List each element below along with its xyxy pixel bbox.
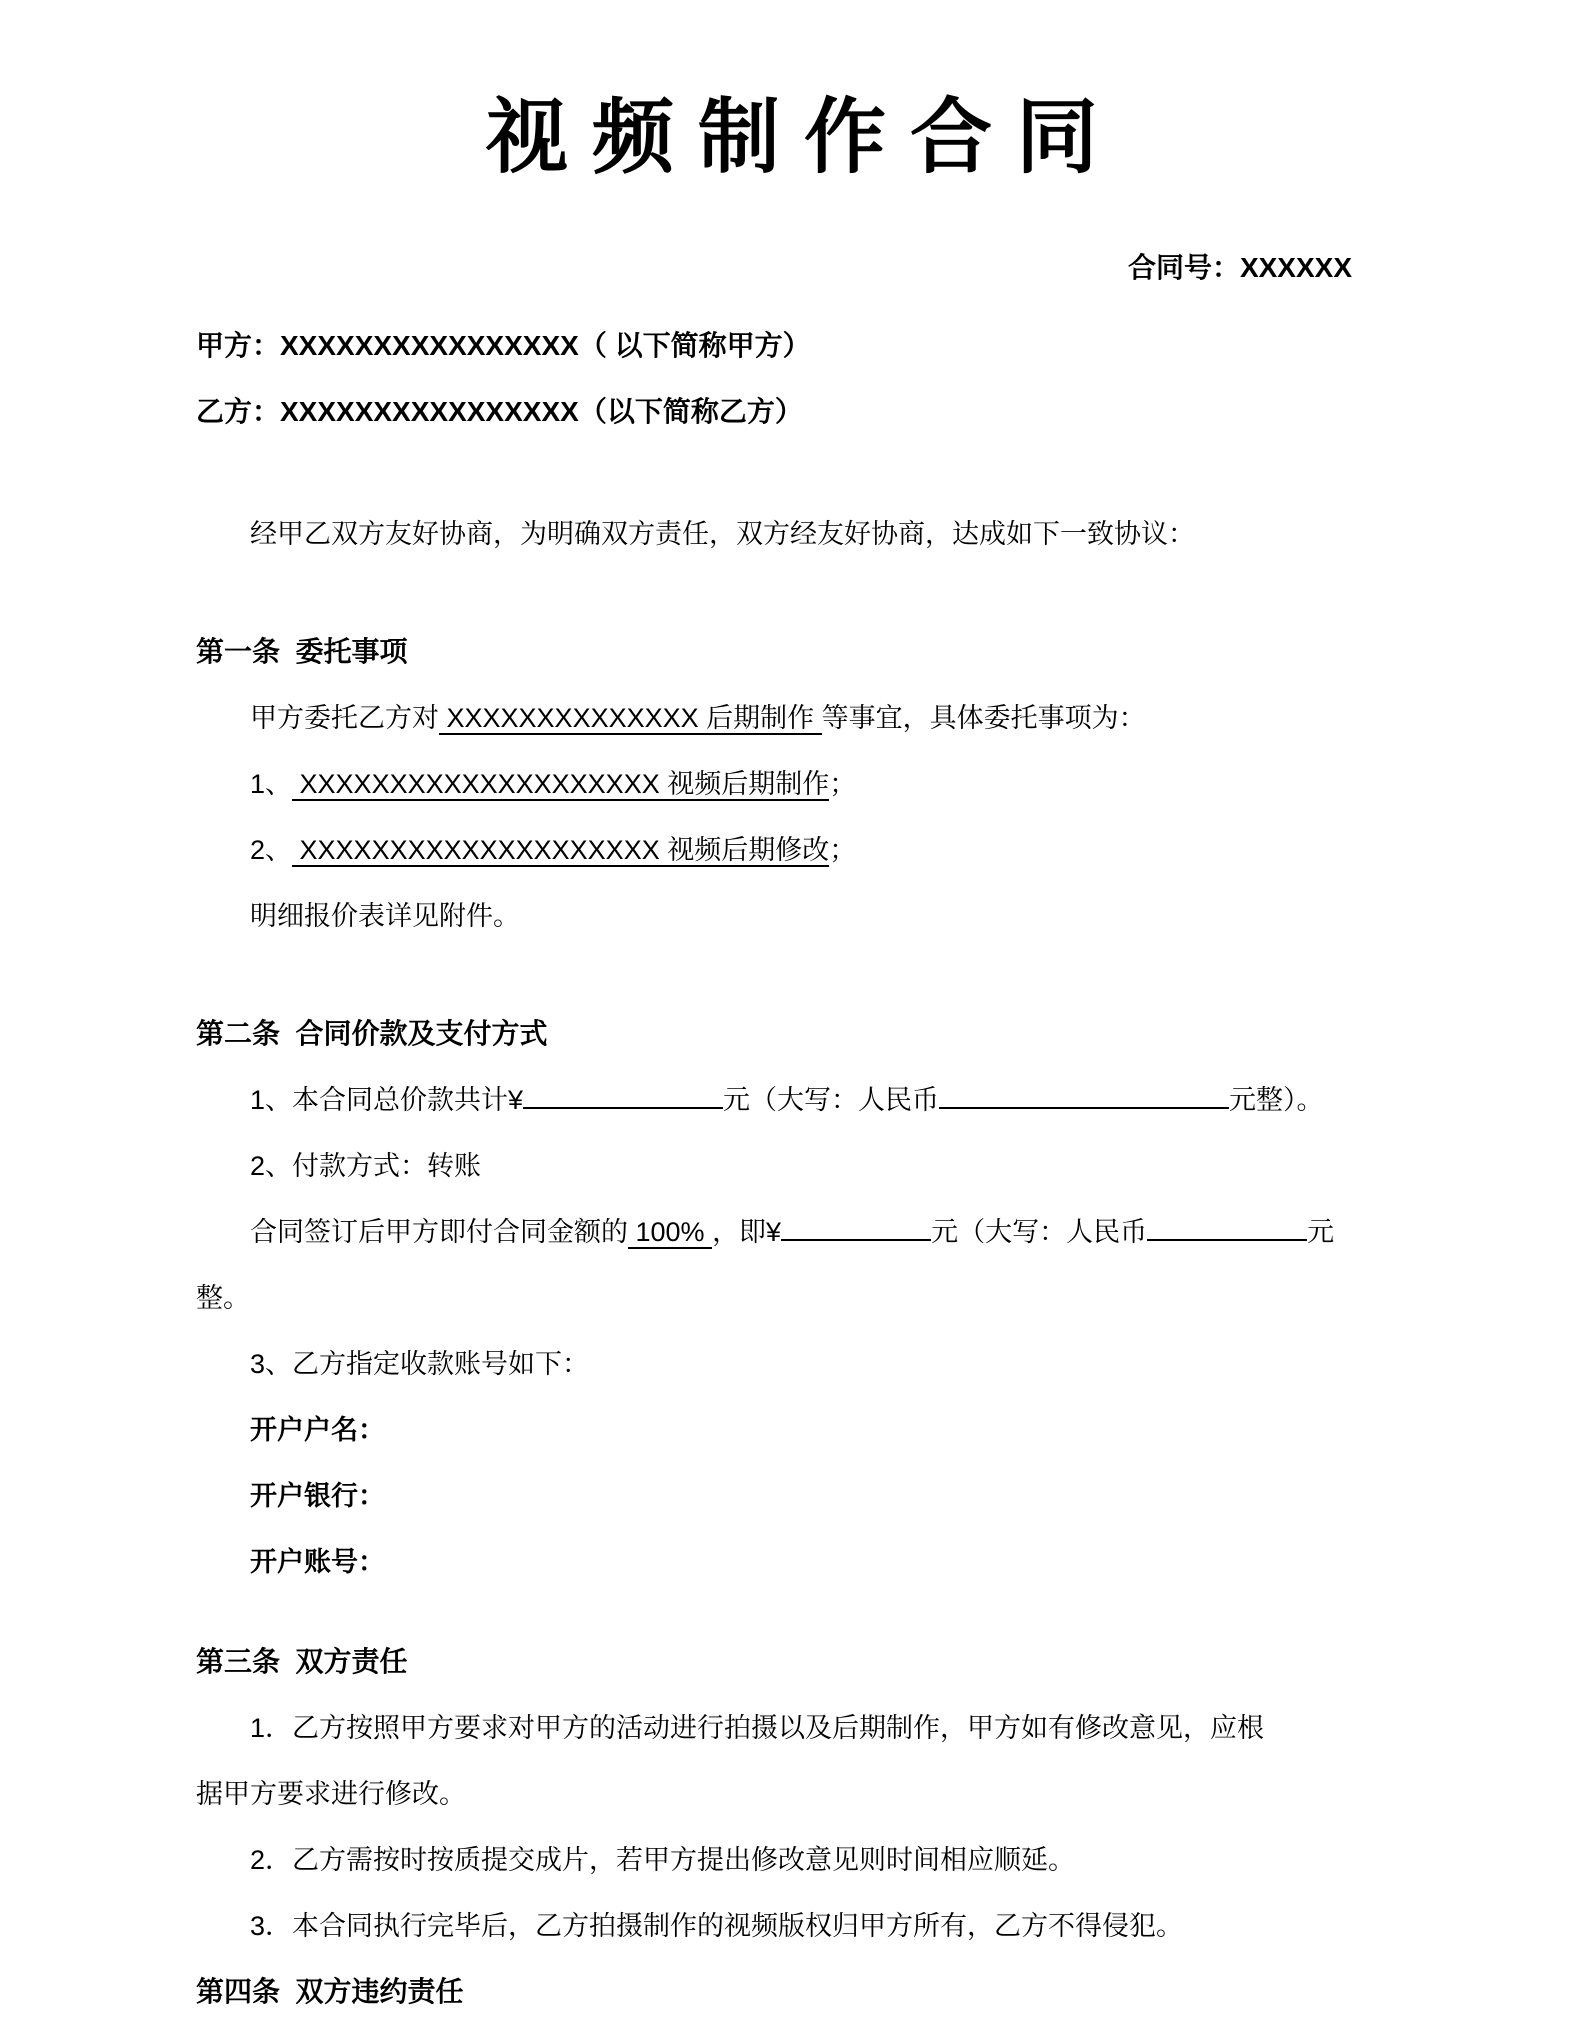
- price-post-text: 元整）。: [1229, 1085, 1324, 1115]
- spacer: [196, 949, 1412, 1001]
- entrust-blank-field: XXXXXXXXXXXXXX 后期制作: [439, 703, 822, 733]
- item1-number: 1、: [250, 769, 293, 799]
- price-mid-text: 元（大写：人民币: [723, 1085, 940, 1115]
- spacer: [196, 445, 1412, 501]
- section3-item1-line2: 据甲方要求进行修改。: [196, 1779, 466, 1809]
- account-number-label: 开户账号：: [250, 1547, 385, 1577]
- document-title: 视频制作合同: [485, 92, 1122, 183]
- account-bank-label: 开户银行：: [250, 1481, 385, 1511]
- section2-account-intro: 3、乙方指定收款账号如下：: [250, 1349, 590, 1379]
- section1-heading: 第一条 委托事项: [196, 636, 408, 667]
- price-words-blank: [939, 1079, 1229, 1109]
- party-a-line: 甲方：XXXXXXXXXXXXXXXX（ 以下简称甲方）: [196, 330, 811, 361]
- item1-post-text: ；: [829, 769, 857, 799]
- payment-amount-blank: [781, 1211, 931, 1241]
- payment-percent-field: 100%: [628, 1217, 713, 1247]
- item1-blank-field: XXXXXXXXXXXXXXXXXXXX 视频后期制作: [292, 769, 830, 799]
- section3-heading: 第三条 双方责任: [196, 1646, 408, 1677]
- section1-note: 明细报价表详见附件。: [250, 901, 520, 931]
- section3-item3: 3．本合同执行完毕后，乙方拍摄制作的视频版权归甲方所有，乙方不得侵犯。: [250, 1911, 1184, 1941]
- price-amount-blank: [523, 1079, 723, 1109]
- payment-mid2-text: 元（大写：人民币: [931, 1217, 1148, 1247]
- section2-method-line: 2、付款方式：转账: [250, 1151, 482, 1181]
- item2-blank-field: XXXXXXXXXXXXXXXXXXXX 视频后期修改: [292, 835, 830, 865]
- party-b-line: 乙方：XXXXXXXXXXXXXXXX（以下简称乙方）: [196, 396, 803, 427]
- section1-item2: [196, 817, 1412, 883]
- payment-post-text: 元: [1307, 1217, 1335, 1247]
- section1-item1: [196, 751, 1412, 817]
- payment-pre-text: 合同签订后甲方即付合同金额的: [250, 1217, 628, 1247]
- item2-number: 2、: [250, 835, 293, 865]
- preamble-paragraph: 经甲乙双方友好协商，为明确双方责任，双方经友好协商，达成如下一致协议：: [250, 519, 1195, 549]
- section2-price-line: [196, 1067, 1412, 1133]
- price-pre-text: 1、本合同总价款共计¥: [250, 1085, 524, 1115]
- entrust-post-text: 等事宜，具体委托事项为：: [821, 703, 1146, 733]
- section2-heading: 第二条 合同价款及支付方式: [196, 1018, 548, 1049]
- entrust-pre-text: 甲方委托乙方对: [250, 703, 439, 733]
- payment-words-blank: [1147, 1211, 1307, 1241]
- section4-heading: 第四条 双方违约责任: [196, 1976, 464, 2007]
- contract-number: 合同号：XXXXXX: [1127, 252, 1352, 283]
- account-name-label: 开户户名：: [250, 1415, 385, 1445]
- item2-post-text: ；: [829, 835, 857, 865]
- payment-mid1-text: ，即¥: [712, 1217, 782, 1247]
- spacer: [196, 1959, 1412, 1967]
- spacer: [196, 1595, 1412, 1629]
- section2-payment-line: [196, 1199, 1412, 1265]
- spacer: [196, 567, 1412, 619]
- section2-payment-continuation: 整。: [196, 1283, 250, 1313]
- section1-entrust-line: [196, 685, 1412, 751]
- section3-item2: 2．乙方需按时按质提交成片，若甲方提出修改意见则时间相应顺延。: [250, 1845, 1076, 1875]
- section3-item1-line1: 1．乙方按照甲方要求对甲方的活动进行拍摄以及后期制作，甲方如有修改意见，应根: [250, 1713, 1265, 1743]
